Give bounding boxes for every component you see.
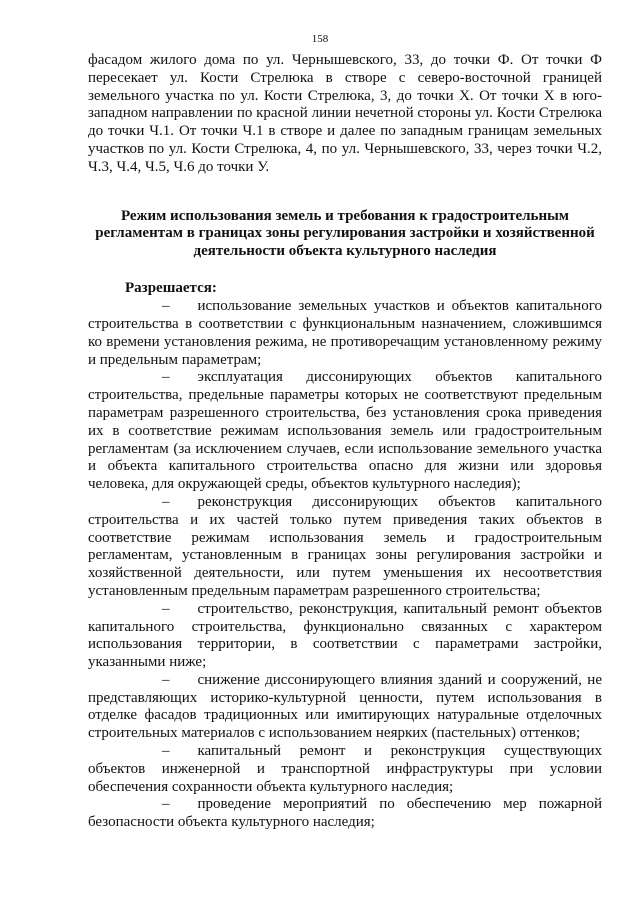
section-heading: Режим использования земель и требования к градостроительным регламентам в границах зоны регулирования застройки и хозяйственной деятельности объекта культурного наследия: [95, 207, 595, 259]
page-content: [88, 52, 602, 832]
list-item-text: использование земельных участков и объектов капитального строительства в соответствии с функциональным назначением, сложившимся ко времени установления режима, не противоречащим установленному режиму и предельным параметрам;: [88, 298, 602, 368]
list-item: [88, 494, 602, 601]
dash-marker: –: [162, 796, 170, 813]
list-item-text: реконструкция диссонирующих объектов капитального строительства и их частей только путем приведения таких объектов в соответствие режимам использования земель и градостроительным регламентам, установленным в границах зоны регулирования застройки и хозяйственной деятельности, или путем уменьшения их несоответствия установленным предельным параметрам разрешенного строительства;: [88, 493, 602, 599]
list-item-text: капитальный ремонт и реконструкция существующих объектов инженерной и транспортной инфраструктуры при условии обеспечения сохранности объекта культурного наследия;: [88, 743, 602, 795]
list-item-text: снижение диссонирующего влияния зданий и сооружений, не представляющих историко-культурной ценности, путем использования в отделке фасадов традиционных или имитирующих натуральные отделочных строительных материалов с использованием неярких (пастельных) оттенков;: [88, 671, 602, 742]
allowed-label: Разрешается:: [125, 280, 217, 297]
intro-paragraph: фасадом жилого дома по ул. Чернышевского, 33, до точки Ф. От точки Ф пересекает ул. Кости Стрелюка в створе с северо-восточной границей земельного участка по ул. Кости Стрелюка, 3, до точки Х. От точки Х в юго-западном направлении по красной линии нечетной стороны ул. Кости Стрелюка до точки Ч.1. От точки Ч.1 в створе и далее по западным границам земельных участков по ул. Кости Стрелюка, 4, по ул. Чернышевского, 33, через точки Ч.2, Ч.3, Ч.4, Ч.5, Ч.6 до точки У.: [88, 52, 602, 175]
dash-marker: –: [162, 298, 170, 315]
list-item: [88, 369, 602, 494]
dash-marker: –: [162, 671, 170, 688]
list-item: [88, 796, 602, 832]
list-item: [88, 743, 602, 796]
list-item-text: строительство, реконструкция, капитальный ремонт объектов капитального строительства, функционально связанных с характером использования территории, в соответствии с параметрами застройки, указанными ниже;: [88, 600, 602, 671]
page-number: 158: [311, 33, 329, 45]
list-item-text: проведение мероприятий по обеспечению мер пожарной безопасности объекта культурного наследия;: [88, 796, 602, 831]
dash-marker: –: [162, 369, 170, 386]
dash-marker: –: [162, 600, 170, 617]
dash-marker: –: [162, 743, 170, 760]
list-item: [88, 601, 602, 672]
dash-marker: –: [162, 493, 170, 510]
list-item-text: эксплуатация диссонирующих объектов капитального строительства, предельные параметры которых не соответствуют предельным параметрам разрешенного строительства, без установления срока приведения их в соответствие режимам использования земель или градостроительным регламентам (за исключением случаев, если использование земельного участка и объекта капитального строительства опасно для жизни или здоровья человека, для окружающей среды, объектов культурного наследия);: [88, 369, 602, 493]
list-item: [88, 672, 602, 743]
list-item: [88, 298, 602, 369]
